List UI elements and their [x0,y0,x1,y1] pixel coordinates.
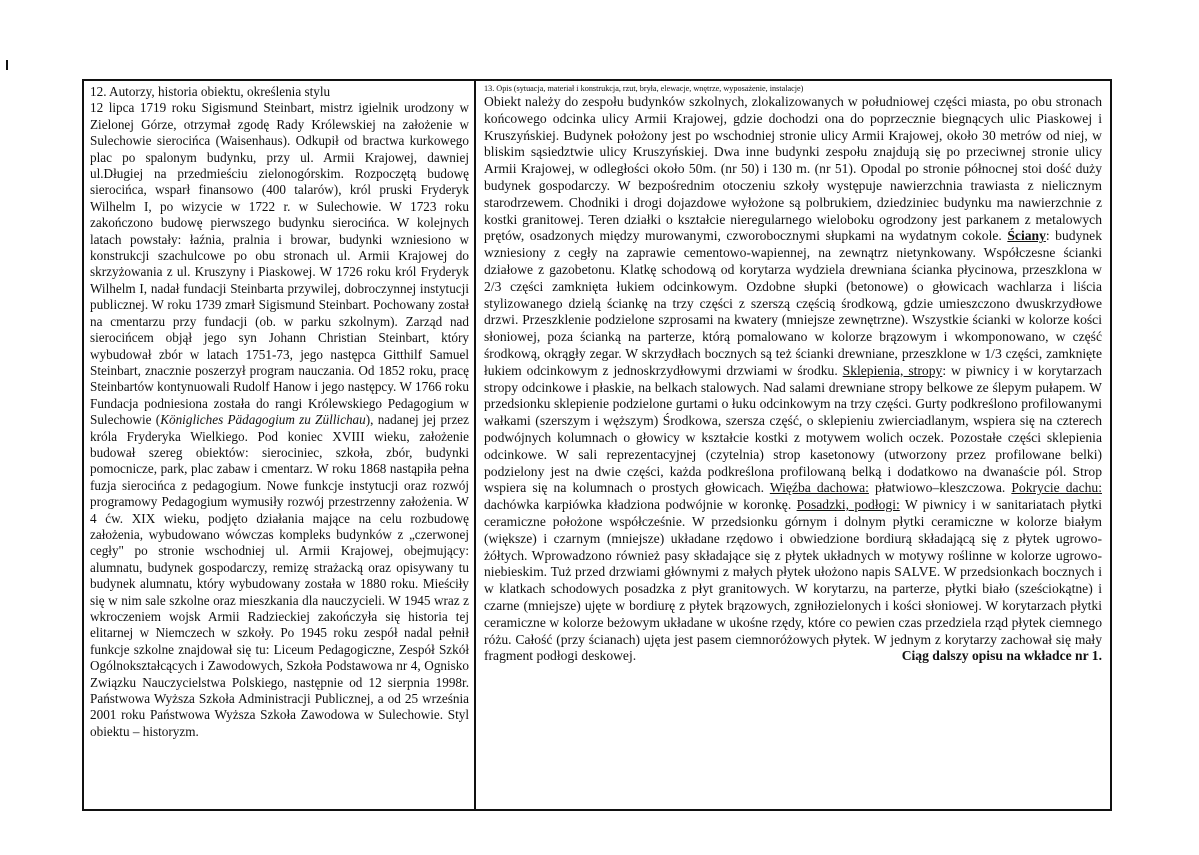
description-part-1: Obiekt należy do zespołu budynków szkolnych, zlokalizowanych w południowej części miasta, po obu stronach końcowego odcinka ulicy Armii Krajowej, gdzie dochodzi ona do poprzecznie biegnących ulic Piaskowej i Kruszyńskiej. Budynek położony jest po wschodniej stronie ulicy Armii Krajowej, około 30 metrów od niej, w bliskim sąsiedztwie ulicy Kruszyńskiej. Dwa inne budynki zespołu znajdują się po przeciwnej stronie ulicy Armii Krajowej, w odległości około 50m. (nr 50) i 130 m. (nr 51). Opodal po stronie północnej stoi dość duży budynek gospodarczy. W bezpośrednim otoczeniu szkoły występuje nawierzchnia trawiasta z nielicznym starodrzewem. Chodniki i drogi dojazdowe wyłożone są polbrukiem, dziedziniec budynku ma nawierzchnie z kostki granitowej. Teren działki o kształcie nieregularnego wieloboku ogrodzony jest parkanem z metalowych prętów, osadzonych między murowanymi, czworobocznymi słupkami na wydatnym cokole. [484,94,1102,244]
history-text-part-1: 12 lipca 1719 roku Sigismund Steinbart, mistrz igielnik urodzony w Zielonej Górze, otrzymał zgodę Rady Królewskiej na założenie w Sulechowie sierocińca (Waisenhaus). Odkupił od bractwa kurkowego plac po spalonym budynku, przy ul. Armii Krajowej, dawniej ul.Długiej na przedmieściu zielonogórskim. Rozpoczętą budowę sierocińca, wsparł finansowo (400 talarów), król pruski Fryderyk Wilhelm I, po wizycie w 1722 r. w Sulechowie. W 1723 roku zakończono budowę pierwszego budynku sierocińca. W kolejnych latach powstały: łaźnia, pralnia i browar, budynki wzniesiono w konstrukcji szachulcowe po obu stronach ul. Armii Krajowej do skrzyżowania z ul. Kruszyny i Piaskowej. W 1726 roku król Fryderyk Wilhelm I, nadał fundacji Steinbarta przywilej, dobroczynnej instytucji publicznej. W roku 1739 zmarł Sigismund Steinbart. Pochowany został na cmentarzu przy fundacji (ob. w parku szkolnym). Zarząd nad sierocińcem objął jego syn Johann Christian Steinbart, który wybudował zbór w latach 1751-73, jego następca Gitthilf Samuel Steinbart, znacznie poszerzył program nauczania. Od 1852 roku, pracę Steinbartów kontynuowali Rudolf Hanow i jego następcy. W 1766 roku Fundacja podniesiona została do rangi Królewskiego Pedagogium w Sulechowie ( [90,100,469,428]
roofing-heading: Pokrycie dachu: [1011,480,1102,496]
walls-heading: Ściany [1007,228,1046,244]
section-13-title: 13. Opis (sytuacja, materiał i konstrukcja, rzut, bryła, elewacje, wnętrze, wyposażenie, instalacje) [484,84,804,93]
scan-edge-mark [6,60,8,70]
floors-heading: Posadzki, podłogi: [796,497,900,513]
history-text [90,100,469,740]
section-12-title: 12. Autorzy, historia obiektu, określenia stylu [90,84,331,99]
description-part-5: dachówka karpiówka kładziona podwójnie w koronkę. [484,497,797,513]
description-text [484,94,1102,665]
roof-truss-heading: Więźba dachowa: [769,480,869,496]
history-column [84,81,476,809]
description-part-2: : budynek wzniesiony z cegły na zaprawie cementowo-wapiennej, na zewnątrz nietynkowany. Współczesne ścianki działowe z gazobetonu. Klatkę schodową od korytarza wydziela drewniana ścianka płycinowa, przeszklona w 2/3 części zamknięta łukiem odcinkowym. Ozdobne słupki (betonowe) o głowicach wachlarza i liścia stylizowanego dzielą ściankę na trzy części z szerszą częścią środkową, gdzie umieszczono dwuskrzydłowe drzwi. Przeszklenie podzielone szprosami na kwatery (mniejsze zewnętrzne). Wszystkie ścianki w kolorze kości słoniowej, poza ścianką na parterze, którą pomalowano w kolorze brązowym i wkomponowano, w część środkową, okrągły zegar. W skrzydłach bocznych są też ścianki drewniane, przeszklone w 1/3 części, zamknięte łukiem odcinkowym z jednoskrzydłowymi drzwiami w środku. [484,228,1102,378]
description-part-4: płatwiowo–kleszczowa. [868,480,1012,496]
description-part-6: W piwnicy i w sanitariatach płytki ceramiczne położone współcześnie. W przedsionku górnym i dolnym płytki ceramiczne w kolorze białym (większe) i czarnym (mniejsze) układane rzędowo i obwiedzione bordiurą składającą się z płytek ugrowo-żółtych. Wprowadzono również pasy składające się z płytek układnych w motywy roślinne w kolorze ugrowo- niebieskim. Tuż przed drzwiami głównymi z małych płytek ułożono napis SALVE. W przedsionkach bocznych i w klatkach schodowych posadzka z płyt granitowych. W korytarzu, na parterze, płytki biało (sześciokątne) i czarne (mniejsze) ujęte w bordiurę z płytek brązowych, zgniłozielonych i kości słoniowej. W korytarzach płytki ceramiczne w kolorze beżowym układane w ukośne rzędy, które co pewien czas przedziela rząd płytek ciemnego różu. Całość (przy ścianach) ujęta jest pasem ciemnoróżowych płytek. W jednym z korytarzy zachował się mały fragment podłogi deskowej. [484,497,1102,664]
german-name: Königliches Pädagogium zu Züllichau [160,412,366,428]
continuation-note: Ciąg dalszy opisu na wkładce nr 1. [901,648,1102,664]
record-card [82,79,1112,811]
vaults-heading: Sklepienia, stropy [842,362,943,378]
description-part-3: : w piwnicy i w korytarzach stropy odcinkowe i płaskie, na belkach stalowych. Nad salami drewniane stropy belkowe ze ślepym pułapem. W przedsionku sklepienie podzielone gurtami o łuku odcinkowym na trzy części. Gurty podkreślono profilowanymi wałkami (szerszym i węższym) Środkowa, szersza część, o sklepieniu zwierciadlanym, wspiera się na czterech podwójnych kolumnach o głowicy w kształcie kostki z motywem wolich oczek. Pozostałe części sklepienia odcinkowe. W sali reprezentacyjnej (czytelnia) strop kasetonowy (utworzony przez profilowane belki) podzielony jest na dwie części, każda podkreślona profilowaną belką i dodatkowo na dwanaście pól. Strop wspiera się na kolumnach o prostych głowicach. [484,362,1102,496]
description-column [476,81,1110,809]
history-text-part-2: ), nadanej jej przez króla Fryderyka Wielkiego. Pod koniec XVIII wieku, założenie budował szereg obiektów: sierociniec, szkoła, zbór, budynki pomocnicze, park, plac zabaw i cmentarz. W roku 1868 nastąpiła pełna fuzja sierocińca z pedagogium. Nowe funkcje instytucji oraz rozwój programowy Pedagogium wymusiły rozwój przestrzenny założenia. W 4 ćw. XIX wieku, podjęto działania mające na celu rozbudowę założenia, wybudowano wówczas kompleks budynków z „czerwonej cegły" po stronie wschodniej ul. Armii Krajowej, obejmujący: alumnatu, budynek gospodarczy, remizę strażacką oraz opisywany tu budynek alumnatu, który wybudowany została w 1880 roku. Mieściły się w nim sale szkolne oraz mieszkania dla nauczycieli. W 1945 wraz z wkroczeniem wojsk Armii Radzieckiej zakończyła się historia tej elitarnej w Niemczech w szkoły. Po 1945 roku zespół nadal pełnił funkcje szkolne znajdował się tu: Liceum Pedagogiczne, Zespół Szkół Ogólnokształcących i Zawodowych, Szkoła Podstawowa nr 4, Ognisko Związku Nauczycielstwa Polskiego, następnie od 12 sierpnia 1998r. Państwowa Wyższa Szkoła Administracji Publicznej, a od 25 września 2001 roku Państwowa Wyższa Szkoła Zawodowa w Sulechowie. Styl obiektu – historyzm. [90,412,469,739]
